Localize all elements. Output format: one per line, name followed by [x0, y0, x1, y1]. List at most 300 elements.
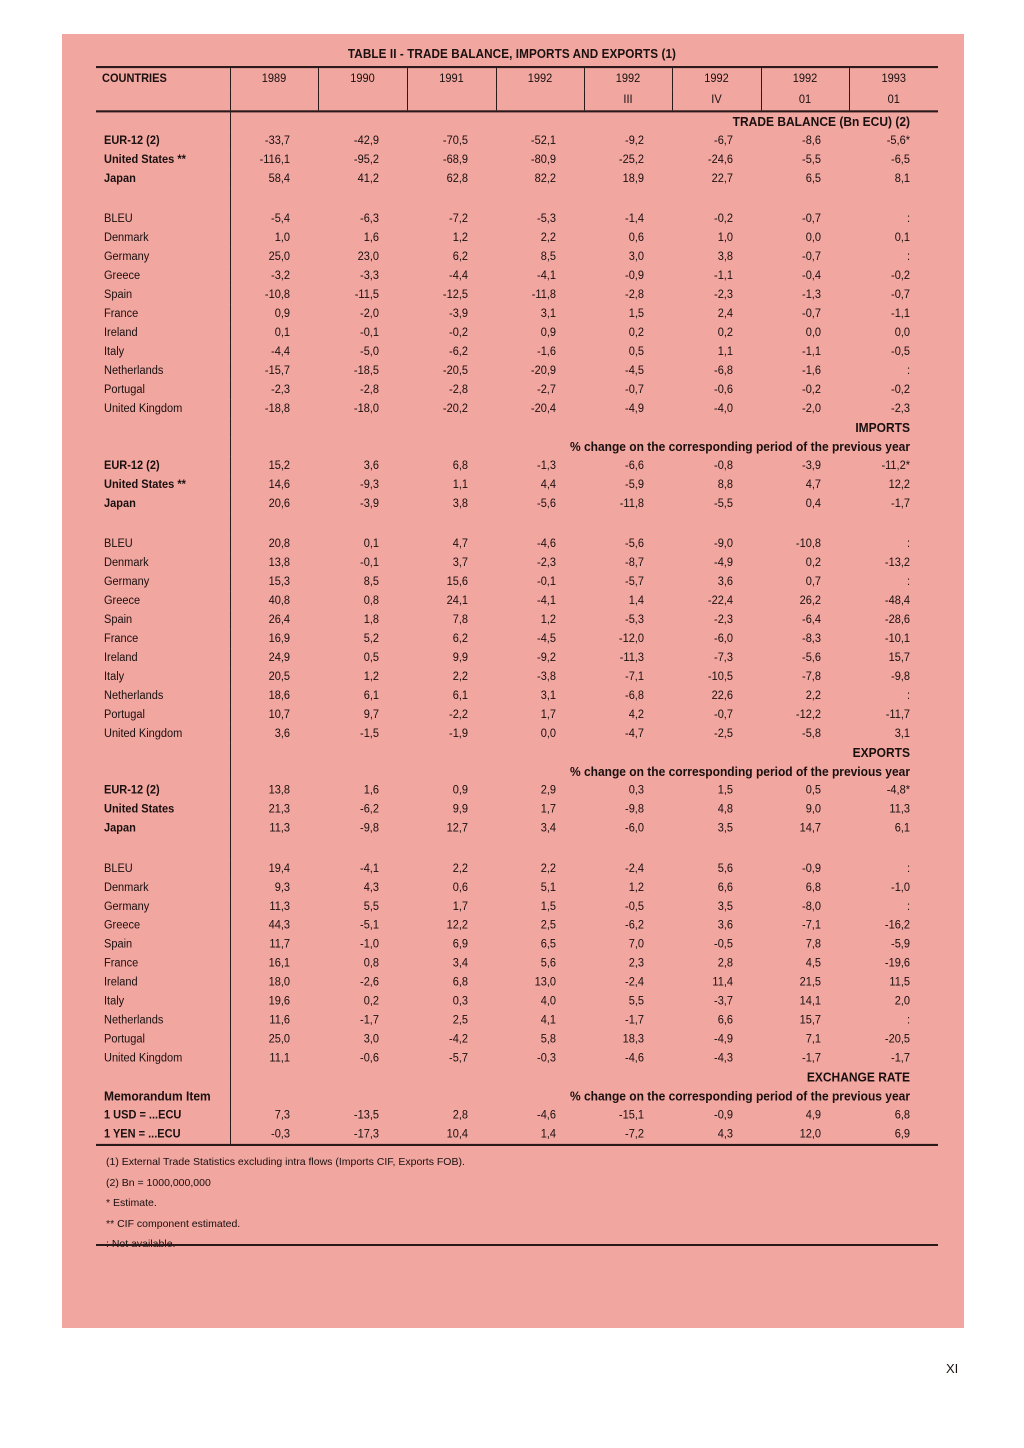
value-cell: -7,8: [802, 670, 821, 683]
value-cell: -1,7: [891, 497, 910, 511]
value-cell: 9,9: [452, 803, 468, 816]
value-cell: 2,9: [540, 784, 556, 797]
value-cell: -8,7: [625, 556, 644, 570]
spacer-cell: [230, 188, 938, 209]
section-spacer: [96, 111, 230, 131]
value-cell: 0,0: [805, 231, 821, 245]
value-cell: -0,3: [537, 1052, 556, 1065]
value-cell: -7,2: [584, 1125, 672, 1145]
country-name: EUR-12 (2): [104, 459, 160, 473]
value-cell: 3,5: [717, 900, 733, 913]
value-cell: -1,0: [891, 881, 910, 894]
value-cell: 44,3: [230, 916, 318, 935]
value-cell: -1,4: [625, 212, 644, 226]
value-cell: -2,4: [625, 862, 644, 875]
value-cell: -5,3: [625, 613, 644, 627]
value-cell: -0,9: [802, 862, 821, 875]
header-period: III: [584, 89, 672, 111]
value-cell: -4,6: [625, 1052, 644, 1065]
value-cell: 6,6: [717, 881, 733, 894]
value-cell: 1,5: [628, 307, 644, 321]
value-cell: 19,6: [230, 992, 318, 1011]
table-row: [96, 1049, 938, 1068]
value-cell: 16,1: [230, 954, 318, 973]
value-cell: -6,2: [360, 803, 379, 816]
value-cell: 13,0: [534, 976, 556, 989]
country-name: Netherlands: [104, 364, 164, 378]
value-cell: -2,3: [714, 613, 733, 627]
value-cell: -1,3: [802, 288, 821, 302]
value-cell: 4,0: [540, 995, 556, 1008]
table-row: [96, 667, 938, 686]
value-cell: 58,4: [230, 169, 318, 188]
value-cell: -95,2: [353, 153, 379, 167]
value-cell: -0,1: [360, 556, 379, 570]
table-row: [96, 686, 938, 705]
value-cell: 5,6: [540, 957, 556, 970]
value-cell: -1,6: [537, 345, 556, 359]
value-cell: -5,6: [625, 537, 644, 551]
value-cell: 6,2: [452, 632, 468, 646]
country-name: United Kingdom: [104, 1052, 183, 1065]
footnote: ** CIF component estimated.: [106, 1217, 241, 1230]
value-cell: -3,9: [360, 497, 379, 511]
value-cell: 1,4: [628, 594, 644, 608]
spacer-cell: [230, 838, 938, 859]
value-cell: 6,9: [452, 938, 468, 951]
spacer-cell: [230, 513, 938, 534]
value-cell: -3,3: [360, 269, 379, 283]
section-spacer: [96, 762, 230, 781]
value-cell: -12,0: [618, 632, 644, 646]
table-row: [96, 973, 938, 992]
country-name: Denmark: [104, 231, 149, 245]
value-cell: 2,8: [452, 1109, 468, 1122]
value-cell: 7,0: [628, 938, 644, 951]
table-row: [96, 629, 938, 648]
table-row: [96, 247, 938, 266]
country-name: Japan: [104, 822, 136, 835]
value-cell: -7,2: [449, 212, 468, 226]
value-cell: 15,7: [799, 1014, 821, 1027]
value-cell: 0,2: [628, 326, 644, 340]
value-cell: 9,3: [230, 878, 318, 897]
value-cell: 0,2: [717, 326, 733, 340]
value-cell: 3,8: [717, 250, 733, 264]
value-cell: 5,5: [628, 995, 644, 1008]
value-cell: 4,4: [540, 478, 556, 492]
value-cell: 2,2: [452, 862, 468, 875]
value-cell: 3,8: [452, 497, 468, 511]
value-cell: 1,7: [540, 803, 556, 816]
value-cell: 3,5: [717, 822, 733, 835]
country-name: 1 USD = ...ECU: [104, 1109, 182, 1122]
country-name: France: [104, 957, 139, 970]
table-row: [96, 266, 938, 285]
country-name: Greece: [104, 594, 141, 608]
value-cell: 8,1: [894, 172, 910, 186]
value-cell: 11,3: [230, 819, 318, 838]
value-cell: -5,5: [714, 497, 733, 511]
value-cell: -2,5: [714, 727, 733, 740]
value-cell: -42,9: [353, 134, 379, 148]
value-cell: -11,7: [885, 708, 910, 721]
value-cell: 0,7: [805, 575, 821, 589]
value-cell: 0,3: [452, 995, 468, 1008]
country-name: Greece: [104, 269, 141, 283]
value-cell: -2,8: [360, 383, 379, 397]
value-cell: 0,5: [363, 651, 379, 665]
table-row: [96, 169, 938, 188]
value-cell: -48,4: [884, 594, 910, 608]
value-cell: 12,2: [888, 478, 910, 492]
value-cell: 11,1: [230, 1049, 318, 1068]
value-cell: -5,9: [891, 938, 910, 951]
value-cell: -4,9: [714, 1033, 733, 1046]
value-cell: -33,7: [230, 131, 318, 150]
table-row: [96, 285, 938, 304]
section-title-row: [96, 418, 938, 437]
header-year: 1992: [672, 67, 761, 89]
value-cell: 5,2: [363, 632, 379, 646]
table-row: [96, 323, 938, 342]
value-cell: 1,2: [452, 231, 468, 245]
value-cell: -4,5: [537, 632, 556, 646]
value-cell: 5,5: [363, 900, 379, 913]
value-cell: -11,8: [619, 497, 644, 511]
value-cell: 2,3: [628, 957, 644, 970]
trade-table: [96, 66, 938, 1146]
value-cell: -1,7: [360, 1014, 379, 1027]
value-cell: -5,1: [360, 919, 379, 932]
value-cell: :: [906, 250, 910, 264]
value-cell: 1,0: [717, 231, 733, 245]
value-cell: 14,7: [799, 822, 821, 835]
value-cell: 1,8: [363, 613, 379, 627]
country-name: Japan: [104, 172, 136, 186]
header-period: [230, 89, 318, 111]
table-row: [96, 897, 938, 916]
table-row: [96, 1106, 938, 1125]
value-cell: -0,9: [714, 1109, 733, 1122]
country-name: Denmark: [104, 881, 149, 894]
value-cell: -10,8: [795, 537, 821, 551]
section-title: EXPORTS: [230, 743, 938, 762]
value-cell: -5,4: [230, 209, 318, 228]
header-year: 1992: [584, 67, 672, 89]
value-cell: -6,2: [449, 345, 468, 359]
country-name: Spain: [104, 288, 133, 302]
value-cell: -1,7: [891, 1052, 910, 1065]
value-cell: -4,5: [625, 364, 644, 378]
value-cell: 0,5: [628, 345, 644, 359]
value-cell: -2,3: [891, 402, 910, 416]
value-cell: -9,2: [625, 134, 644, 148]
table-row: [96, 1030, 938, 1049]
header-period: 01: [849, 89, 938, 111]
value-cell: 6,1: [452, 689, 468, 702]
section-title: IMPORTS: [230, 418, 938, 437]
value-cell: -5,6: [537, 497, 556, 511]
value-cell: -0,2: [802, 383, 821, 397]
value-cell: -3,9: [449, 307, 468, 321]
value-cell: 2,8: [717, 957, 733, 970]
country-name: United Kingdom: [104, 402, 183, 416]
value-cell: -12,2: [795, 708, 821, 721]
country-name: Portugal: [104, 708, 145, 721]
value-cell: 4,8: [717, 803, 733, 816]
table-row: [96, 648, 938, 667]
value-cell: 0,0: [805, 326, 821, 340]
value-cell: 6,6: [717, 1014, 733, 1027]
spacer-cell: [96, 838, 230, 859]
table-row: [96, 935, 938, 954]
country-name: Italy: [104, 995, 125, 1008]
country-name: Netherlands: [104, 689, 164, 702]
value-cell: 25,0: [230, 247, 318, 266]
value-cell: 8,8: [717, 478, 733, 492]
value-cell: 4,3: [672, 1125, 761, 1145]
value-cell: 9,0: [805, 803, 821, 816]
country-name: Spain: [104, 938, 133, 951]
value-cell: 0,6: [452, 881, 468, 894]
country-name: Japan: [104, 497, 136, 511]
value-cell: 2,2: [540, 862, 556, 875]
value-cell: 25,0: [230, 1030, 318, 1049]
table-row: [96, 591, 938, 610]
value-cell: 18,9: [622, 172, 644, 186]
value-cell: -16,2: [884, 919, 910, 932]
value-cell: -6,0: [714, 632, 733, 646]
value-cell: 62,8: [446, 172, 468, 186]
value-cell: -12,5: [442, 288, 468, 302]
value-cell: 1,1: [717, 345, 733, 359]
value-cell: -5,9: [625, 478, 644, 492]
value-cell: 0,0: [894, 326, 910, 340]
value-cell: -70,5: [442, 134, 468, 148]
header-period: [318, 89, 407, 111]
value-cell: -28,6: [884, 613, 910, 627]
value-cell: -0,2: [714, 212, 733, 226]
value-cell: -7,1: [802, 919, 821, 932]
value-cell: 9,9: [452, 651, 468, 665]
value-cell: -20,5: [884, 1033, 910, 1046]
table-row: [96, 1125, 938, 1145]
value-cell: -4,1: [360, 862, 379, 875]
value-cell: 40,8: [230, 591, 318, 610]
value-cell: :: [906, 1014, 910, 1027]
table-row: [96, 992, 938, 1011]
footnote: * Estimate.: [106, 1197, 157, 1209]
value-cell: -2,0: [802, 402, 821, 416]
table-row: [96, 209, 938, 228]
country-name: BLEU: [104, 537, 133, 551]
country-name: 1 YEN = ...ECU: [96, 1125, 230, 1145]
value-cell: 1,4: [496, 1125, 584, 1145]
value-cell: 0,9: [540, 326, 556, 340]
country-name: BLEU: [104, 212, 133, 226]
value-cell: -6,8: [625, 689, 644, 702]
value-cell: -20,5: [442, 364, 468, 378]
value-cell: -2,6: [360, 976, 379, 989]
value-cell: 3,6: [363, 459, 379, 473]
value-cell: -1,6: [802, 364, 821, 378]
value-cell: 11,3: [889, 803, 910, 816]
value-cell: -9,3: [360, 478, 379, 492]
value-cell: :: [906, 212, 910, 226]
table-row: [96, 456, 938, 475]
value-cell: -25,2: [618, 153, 644, 167]
section-subtitle: % change on the corresponding period of the previous year: [230, 1087, 938, 1106]
table-row: [96, 819, 938, 838]
value-cell: -6,8: [714, 364, 733, 378]
country-name: Italy: [104, 345, 125, 359]
value-cell: -4,2: [449, 1033, 468, 1046]
value-cell: -5,7: [625, 575, 644, 589]
value-cell: -0,7: [625, 383, 644, 397]
table-row: [96, 724, 938, 743]
value-cell: -6,4: [802, 613, 821, 627]
header-year: 1989: [230, 67, 318, 89]
header-year: 1992: [496, 67, 584, 89]
value-cell: 6,8: [452, 976, 468, 989]
value-cell: 2,2: [452, 670, 468, 683]
value-cell: 4,5: [805, 957, 821, 970]
section-subtitle-row: [96, 1087, 938, 1106]
value-cell: -0,9: [625, 269, 644, 283]
table-row: [96, 475, 938, 494]
value-cell: 8,5: [540, 250, 556, 264]
header-period: 01: [761, 89, 849, 111]
value-cell: -4,1: [537, 594, 556, 608]
value-cell: -116,1: [230, 150, 318, 169]
value-cell: 1,2: [628, 881, 644, 894]
value-cell: -9,8: [360, 822, 379, 835]
country-name: Greece: [104, 919, 141, 932]
value-cell: -0,5: [891, 345, 910, 359]
value-cell: 21,5: [799, 976, 821, 989]
value-cell: 6,5: [805, 172, 821, 186]
value-cell: 0,6: [628, 231, 644, 245]
value-cell: 20,8: [230, 534, 318, 553]
value-cell: 12,2: [446, 919, 468, 932]
section-title-row: [96, 1068, 938, 1087]
value-cell: 6,1: [363, 689, 379, 702]
header-blank: [96, 89, 230, 111]
value-cell: -0,3: [230, 1125, 318, 1145]
country-name: Netherlands: [104, 1014, 164, 1027]
value-cell: 82,2: [534, 172, 556, 186]
section-subtitle-row: [96, 437, 938, 456]
value-cell: -10,5: [707, 670, 733, 683]
page-number: XI: [946, 1361, 959, 1376]
bottom-rule: [96, 1244, 938, 1246]
value-cell: 2,2: [540, 231, 556, 245]
value-cell: 3,6: [717, 575, 733, 589]
value-cell: 7,8: [452, 613, 468, 627]
value-cell: -3,8: [537, 670, 556, 683]
header-period: IV: [672, 89, 761, 111]
value-cell: -5,0: [360, 345, 379, 359]
value-cell: 2,4: [717, 307, 733, 321]
value-cell: -2,4: [625, 976, 644, 989]
table-row: [96, 916, 938, 935]
value-cell: 14,6: [230, 475, 318, 494]
value-cell: -0,2: [449, 326, 468, 340]
value-cell: -0,1: [537, 575, 556, 589]
value-cell: :: [906, 575, 910, 589]
value-cell: 5,6: [717, 862, 733, 875]
footnote: (1) External Trade Statistics excluding intra flows (Imports CIF, Exports FOB).: [106, 1156, 465, 1168]
table-row: [96, 228, 938, 247]
value-cell: -0,7: [802, 307, 821, 321]
value-cell: -13,2: [884, 556, 910, 570]
table-row: [96, 494, 938, 513]
country-name: France: [104, 307, 139, 321]
table-row: [96, 781, 938, 800]
value-cell: -0,5: [625, 900, 644, 913]
value-cell: 1,2: [363, 670, 379, 683]
value-cell: 1,6: [363, 784, 379, 797]
value-cell: -2,3: [537, 556, 556, 570]
value-cell: -1,7: [625, 1014, 644, 1027]
value-cell: -4,9: [625, 402, 644, 416]
footnote: : Not available.: [106, 1238, 176, 1250]
value-cell: -10,8: [230, 285, 318, 304]
header-period: [496, 89, 584, 111]
value-cell: -22,4: [707, 594, 733, 608]
value-cell: 4,3: [363, 881, 379, 894]
value-cell: -5,7: [449, 1052, 468, 1065]
value-cell: -19,6: [884, 957, 910, 970]
country-name: Portugal: [104, 383, 145, 397]
value-cell: :: [906, 689, 910, 702]
value-cell: 18,6: [230, 686, 318, 705]
country-name: United Kingdom: [104, 727, 183, 740]
value-cell: 1,1: [452, 478, 468, 492]
value-cell: 4,1: [540, 1014, 556, 1027]
spacer-cell: [96, 188, 230, 209]
value-cell: -2,0: [360, 307, 379, 321]
value-cell: -4,8*: [886, 784, 910, 797]
value-cell: -4,9: [714, 556, 733, 570]
value-cell: 0,1: [230, 323, 318, 342]
value-cell: 6,5: [540, 938, 556, 951]
value-cell: 19,4: [230, 859, 318, 878]
value-cell: 1,0: [230, 228, 318, 247]
value-cell: 15,3: [230, 572, 318, 591]
value-cell: 3,0: [628, 250, 644, 264]
value-cell: 15,6: [446, 575, 468, 589]
value-cell: -10,1: [884, 632, 910, 646]
value-cell: 13,8: [230, 553, 318, 572]
value-cell: -7,1: [625, 670, 644, 683]
section-subtitle-row: [96, 762, 938, 781]
value-cell: 0,5: [805, 784, 821, 797]
value-cell: -4,4: [449, 269, 468, 283]
value-cell: 7,8: [805, 938, 821, 951]
country-name: EUR-12 (2): [104, 784, 160, 797]
value-cell: -5,5: [802, 153, 821, 167]
table-row: [96, 705, 938, 724]
value-cell: 0,8: [363, 957, 379, 970]
value-cell: -9,0: [714, 537, 733, 551]
table-row: [96, 878, 938, 897]
value-cell: -17,3: [318, 1125, 407, 1145]
value-cell: 3,1: [540, 689, 556, 702]
value-cell: 11,5: [889, 976, 910, 989]
value-cell: -1,1: [714, 269, 733, 283]
